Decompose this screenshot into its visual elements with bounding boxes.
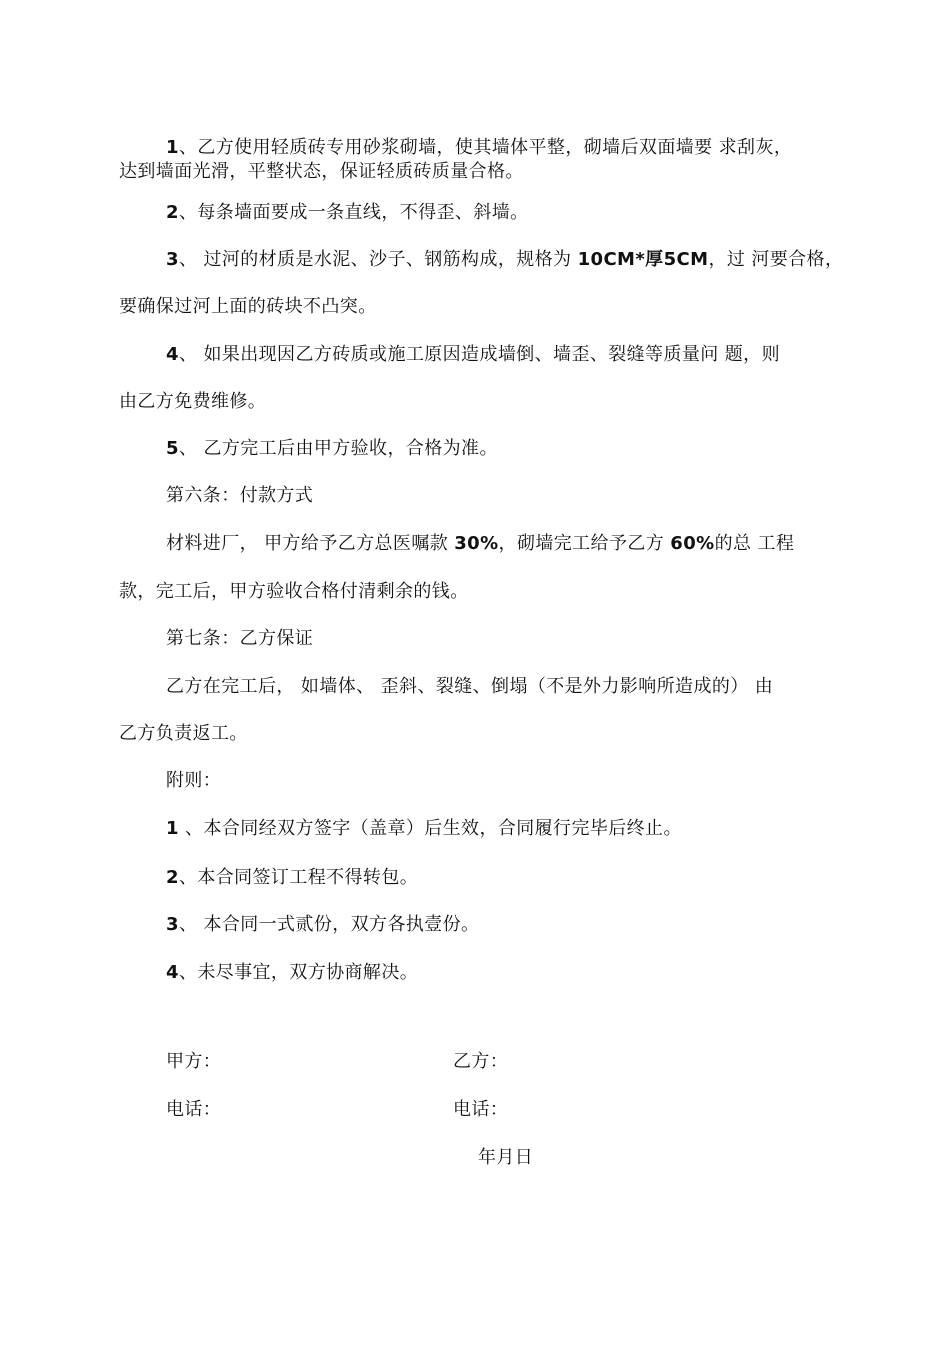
appendix-item-4 <box>166 961 418 985</box>
phone-b-label: 电话： <box>453 1099 509 1120</box>
appendix-text: 、未尽事宜，双方协商解决。 <box>178 962 419 983</box>
appendix-number: 1 <box>166 818 179 839</box>
clause-3-line-1 <box>166 248 843 272</box>
article-7-title: 第七条：乙方保证 <box>166 628 314 649</box>
appendix-item-2 <box>166 866 418 890</box>
payment-text: 的总 工程 <box>714 533 795 554</box>
clause-number: 2 <box>166 202 179 223</box>
clause-5 <box>166 437 498 461</box>
clause-2 <box>166 201 529 225</box>
date-label: 年月日 <box>478 1147 534 1168</box>
article-7-line-2: 乙方负责返工。 <box>119 723 248 744</box>
appendix-text: 、本合同签订工程不得转包。 <box>178 867 419 888</box>
payment-percent-2: 60% <box>670 533 715 554</box>
clause-4-line-1 <box>166 343 780 367</box>
appendix-number: 2 <box>166 867 179 888</box>
clause-text: 、每条墙面要成一条直线，不得歪、斜墙。 <box>178 202 529 223</box>
appendix-title: 附则： <box>166 770 222 791</box>
clause-1-line-1 <box>166 136 792 160</box>
clause-text: 、 如果出现因乙方砖质或施工原因造成墙倒、墙歪、裂缝等质量问 题，则 <box>178 344 780 365</box>
payment-text: 材料进厂， 甲方给予乙方总医嘱款 <box>166 533 455 554</box>
clause-text: 、 过河的材质是水泥、沙子、钢筋构成，规格为 <box>178 249 578 270</box>
spec-value: 10CM*厚5CM <box>577 249 709 270</box>
party-b-label: 乙方： <box>453 1051 509 1072</box>
article-6-title: 第六条：付款方式 <box>166 485 314 506</box>
article-7-line-1: 乙方在完工后， 如墙体、 歪斜、裂缝、倒塌（不是外力影响所造成的） 由 <box>166 676 774 697</box>
appendix-item-1 <box>166 817 682 841</box>
appendix-item-3 <box>166 913 479 937</box>
appendix-text: 、本合同经双方签字（盖章）后生效，合同履行完毕后终止。 <box>178 818 682 839</box>
clause-4-line-2: 由乙方免费维修。 <box>119 391 267 412</box>
appendix-number: 4 <box>166 962 179 983</box>
article-6-line-1 <box>166 532 794 556</box>
clause-number: 4 <box>166 344 179 365</box>
appendix-text: 、 本合同一式贰份，双方各执壹份。 <box>178 914 480 935</box>
clause-text-tail: ，过 河要合格， <box>708 249 844 270</box>
article-6-line-2: 款，完工后，甲方验收合格付清剩余的钱。 <box>119 581 469 602</box>
clause-text: 、乙方使用轻质砖专用砂浆砌墙，使其墙体平整，砌墙后双面墙要 求刮灰， <box>178 137 793 158</box>
phone-a-label: 电话： <box>166 1099 222 1120</box>
payment-percent-1: 30% <box>454 533 499 554</box>
appendix-number: 3 <box>166 914 179 935</box>
clause-number: 5 <box>166 438 179 459</box>
clause-1-line-2: 达到墙面光滑，平整状态，保证轻质砖质量合格。 <box>119 161 524 182</box>
clause-text: 、 乙方完工后由甲方验收，合格为准。 <box>178 438 498 459</box>
payment-text: ，砌墙完工给予乙方 <box>498 533 671 554</box>
clause-number: 3 <box>166 249 179 270</box>
party-a-label: 甲方： <box>166 1051 222 1072</box>
clause-number: 1 <box>166 137 179 158</box>
clause-3-line-2: 要确保过河上面的砖块不凸突。 <box>119 296 377 317</box>
